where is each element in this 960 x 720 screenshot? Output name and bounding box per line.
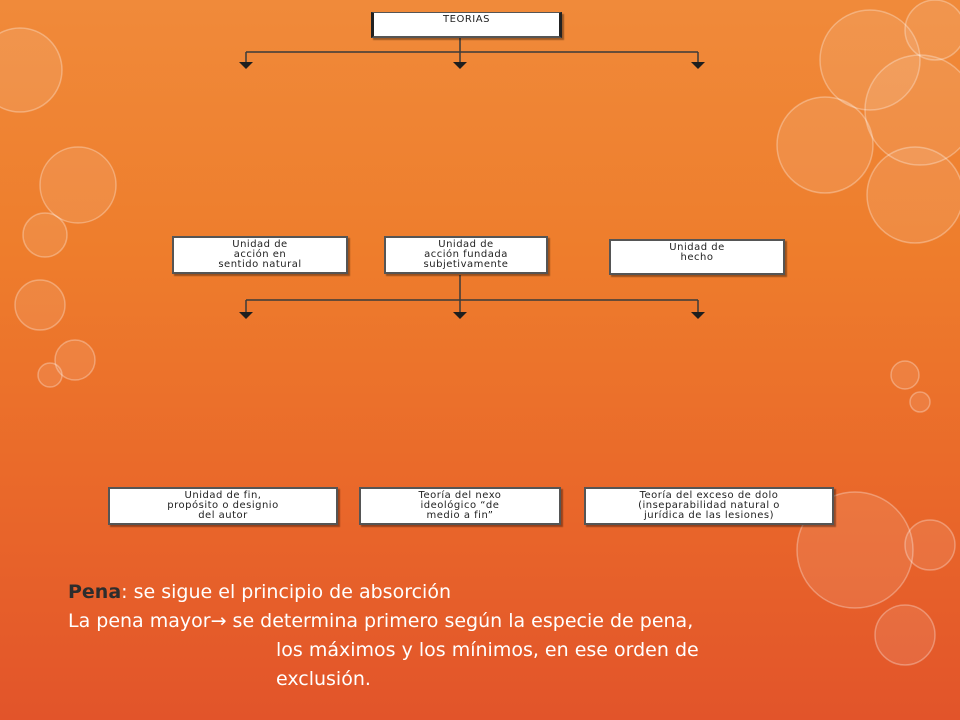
- arrow-icon: →: [210, 610, 227, 632]
- line1-rest: : se sigue el principio de absorción: [121, 581, 451, 603]
- text-line-4: exclusión.: [276, 668, 371, 690]
- level2-box-3: [584, 487, 834, 525]
- line2-a: La pena mayor: [68, 610, 211, 632]
- term-pena: Pena: [68, 581, 122, 603]
- level1-box-1: [172, 236, 348, 274]
- level1-box-3: [609, 239, 785, 275]
- level2-box-1: [108, 487, 338, 525]
- level1-label-1: Unidad de acción en sentido natural: [218, 239, 302, 270]
- text-line-3: los máximos y los mínimos, en ese orden de: [276, 639, 699, 661]
- level2-label-2: Teoría del nexo ideológico “de medio a fin”: [418, 490, 502, 521]
- root-box: [371, 12, 562, 38]
- level1-label-3: Unidad de hecho: [669, 242, 725, 263]
- root-label: TEORIAS: [443, 14, 490, 25]
- level1-label-2: Unidad de acción fundada subjetivamente: [423, 239, 509, 270]
- level1-box-2: [384, 236, 548, 274]
- level2-label-1: Unidad de fin, propósito o designio del autor: [167, 490, 279, 521]
- text-line-2: [68, 607, 928, 636]
- text-line-1: [68, 578, 928, 607]
- line2-b: se determina primero según la especie de pena,: [226, 610, 694, 632]
- level2-box-2: [359, 487, 561, 525]
- slide-text: [68, 578, 928, 694]
- level2-label-3: Teoría del exceso de dolo (inseparabilidad natural o jurídica de las lesiones): [638, 490, 780, 521]
